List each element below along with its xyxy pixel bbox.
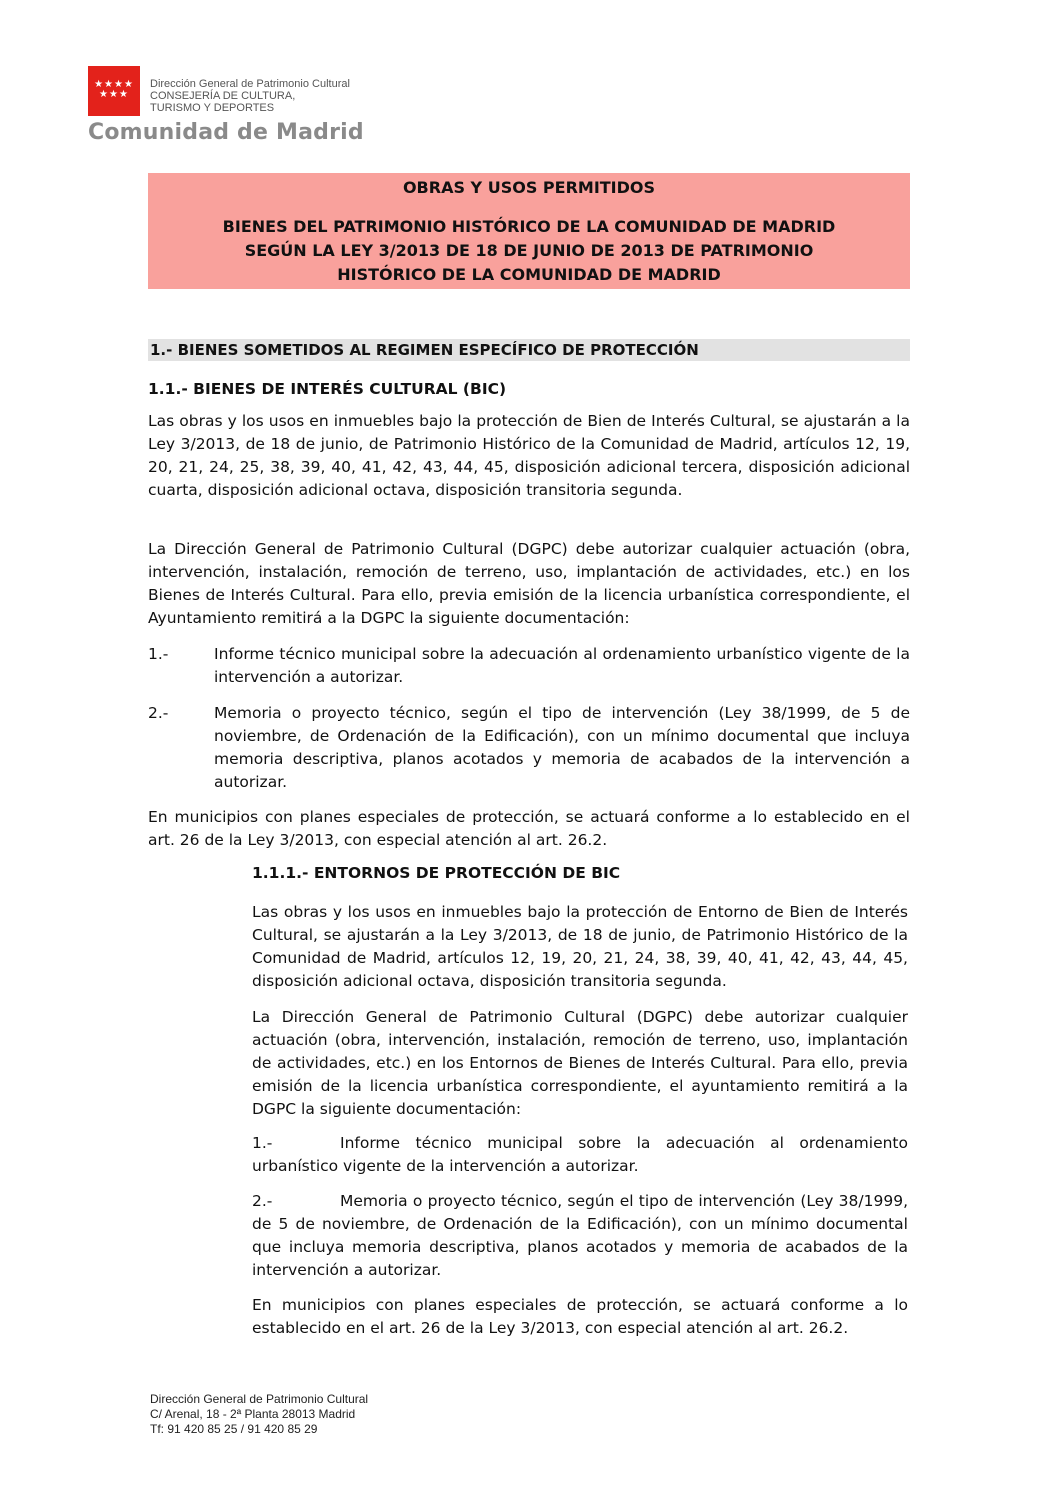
list-number: 2.- — [252, 1192, 273, 1210]
list-number: 1.- — [148, 645, 169, 663]
title-main: OBRAS Y USOS PERMITIDOS — [402, 178, 656, 197]
logo-stars: ★★★★ ★★★ — [94, 79, 134, 100]
list-item-text: Informe técnico municipal sobre la adecuación al ordenamiento urbanístico vigente de la intervención a autorizar. — [214, 645, 910, 686]
paragraph-bic-law: Las obras y los usos en inmuebles bajo la protección de Bien de Interés Cultural, se ajustarán a la Ley 3/2013, de 18 de junio, de Patrimonio Histórico de la Comunidad de Madrid, artículos 12, 19, 20, 21, 24, 25, 38, 39, 40, 41, 42, 43, 44, 45, disposición adicional tercera, disposición adicional cuarta, disposición adicional octava, disposición transitoria segunda. — [148, 412, 910, 499]
list-item-text: Informe técnico municipal sobre la adecuación al ordenamiento urbanístico vigente de la intervención a autorizar. — [252, 1134, 908, 1175]
org-name: Dirección General de Patrimonio Cultural — [150, 78, 350, 90]
list-number: 1.- — [252, 1134, 273, 1152]
subsection-heading-entornos: 1.1.1.- ENTORNOS DE PROTECCIÓN DE BIC — [252, 864, 621, 882]
paragraph-bic-dgpc: La Dirección General de Patrimonio Cultural (DGPC) debe autorizar cualquier actuación (obra, intervención, instalación, remoción de terreno, uso, implantación de actividades, etc.) en los Bienes de Interés Cultural. Para ello, previa emisión de la licencia urbanística correspondiente, el Ayuntamiento remitirá a la DGPC la siguiente documentación: — [148, 540, 910, 627]
list-number: 2.- — [148, 704, 169, 722]
title-box — [148, 173, 910, 289]
org-ministry: CONSEJERÍA DE CULTURA, — [150, 90, 296, 102]
paragraph-bic-municipal: En municipios con planes especiales de protección, se actuará conforme a lo establecido en el art. 26 de la Ley 3/2013, con especial atención al art. 26.2. — [148, 808, 910, 849]
paragraph-entornos-law: Las obras y los usos en inmuebles bajo la protección de Entorno de Bien de Interés Cultural, se ajustarán a la Ley 3/2013, de 18 de junio, de Patrimonio Histórico de la Comunidad de Madrid, artículos 12, 19, 20, 21, 24, 38, 39, 40, 41, 42, 43, 44, 45, disposición adicional octava, disposición transitoria segunda. — [252, 903, 908, 990]
list-item-text: Memoria o proyecto técnico, según el tipo de intervención (Ley 38/1999, de 5 de noviembre, de Ordenación de la Edificación), con un mínimo documental que incluya memoria descriptiva, planos acotados y memoria de acabados de la intervención a autorizar. — [214, 704, 910, 791]
paragraph-entornos-municipal: En municipios con planes especiales de protección, se actuará conforme a lo establecido en el art. 26 de la Ley 3/2013, con especial atención al art. 26.2. — [252, 1296, 908, 1337]
paragraph-entornos-dgpc: La Dirección General de Patrimonio Cultural (DGPC) debe autorizar cualquier actuación (obra, intervención, instalación, remoción de terreno, uso, implantación de actividades, etc.) en los Entornos de Bienes de Interés Cultural. Para ello, previa emisión de la licencia urbanística correspondiente, el ayuntamiento remitirá a la DGPC la siguiente documentación: — [252, 1008, 908, 1118]
title-sub-line1: BIENES DEL PATRIMONIO HISTÓRICO DE LA COMUNIDAD DE MADRID — [222, 217, 836, 236]
subsection-heading-bic: 1.1.- BIENES DE INTERÉS CULTURAL (BIC) — [148, 380, 507, 398]
title-sub-line3: HISTÓRICO DE LA COMUNIDAD DE MADRID — [337, 265, 721, 284]
footer-org: Dirección General de Patrimonio Cultural — [150, 1392, 369, 1406]
footer-address: C/ Arenal, 18 - 2ª Planta 28013 Madrid — [150, 1407, 356, 1421]
section-heading: 1.- BIENES SOMETIDOS AL REGIMEN ESPECÍFICO DE PROTECCIÓN — [150, 341, 699, 359]
section-heading-bar — [148, 339, 910, 361]
logo-flag — [88, 66, 140, 116]
list-item-text: Memoria o proyecto técnico, según el tipo de intervención (Ley 38/1999, de 5 de noviembre, de Ordenación de la Edificación), con un mínimo documental que incluya memoria descriptiva, planos acotados y memoria de acabados de la intervención a autorizar. — [252, 1192, 908, 1279]
brand-name: Comunidad de Madrid — [88, 120, 364, 145]
footer-phone: Tf: 91 420 85 25 / 91 420 85 29 — [150, 1422, 318, 1436]
title-sub-line2: SEGÚN LA LEY 3/2013 DE 18 DE JUNIO DE 2013 DE PATRIMONIO — [244, 241, 814, 260]
org-ministry-cont: TURISMO Y DEPORTES — [150, 102, 275, 114]
